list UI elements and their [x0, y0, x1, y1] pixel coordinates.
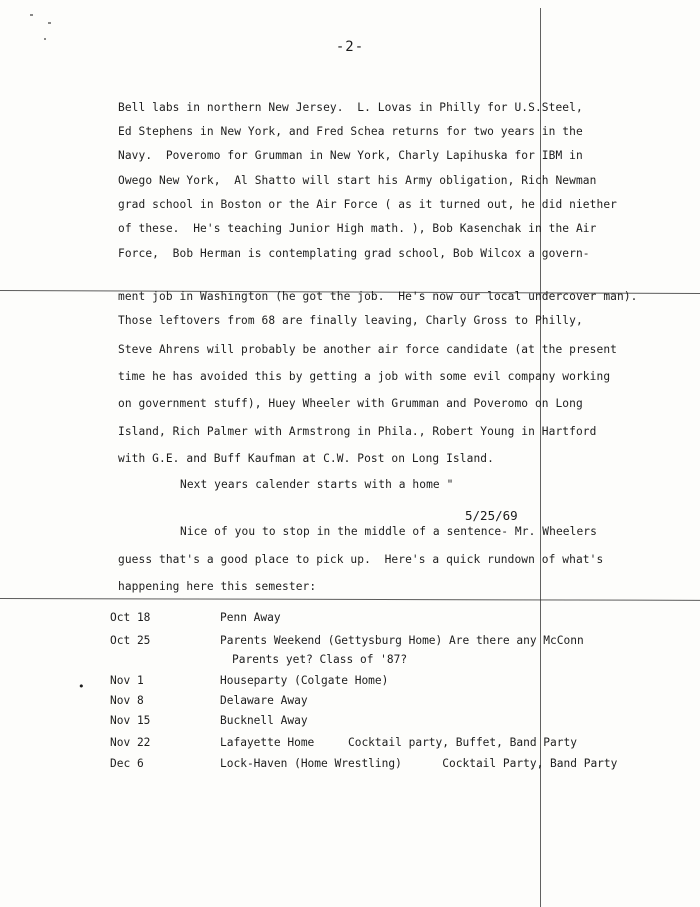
schedule-event: Lock-Haven (Home Wrestling) Cocktail Party, Band Party: [220, 757, 618, 770]
scan-speck: [48, 22, 51, 24]
paragraph-line: Nice of you to stop in the middle of a sentence- Mr. Wheelers: [180, 525, 597, 538]
schedule-event: Houseparty (Colgate Home): [220, 674, 389, 687]
text-line: Ed Stephens in New York, and Fred Schea returns for two years in the: [118, 125, 583, 138]
schedule-event: Delaware Away: [220, 694, 308, 707]
letter-date: 5/25/69: [465, 508, 518, 523]
schedule-date: Nov 22: [110, 736, 151, 749]
schedule-date: Nov 1: [110, 674, 144, 687]
schedule-event: Bucknell Away: [220, 714, 308, 727]
schedule-date: Oct 25: [110, 634, 151, 647]
text-line: Bell labs in northern New Jersey. L. Lovas in Philly for U.S.Steel,: [118, 101, 583, 114]
scan-speck: [30, 14, 33, 16]
schedule-row: [110, 714, 308, 732]
schedule-event: Parents Weekend (Gettysburg Home) Are there any McConn: [220, 634, 584, 647]
text-line: of these. He's teaching Junior High math. ), Bob Kasenchak in the Air: [118, 222, 597, 235]
schedule-event-continued: Parents yet? Class of '87?: [232, 653, 408, 666]
schedule-date: Dec 6: [110, 757, 144, 770]
schedule-row: [110, 736, 577, 754]
vertical-fold-line: [540, 8, 541, 907]
schedule-row: [110, 634, 584, 674]
text-line: Those leftovers from 68 are finally leaving, Charly Gross to Philly,: [118, 314, 583, 327]
schedule-row: [110, 694, 308, 712]
stray-mark: •: [78, 680, 85, 693]
paragraph-line: guess that's a good place to pick up. Here's a quick rundown of what's: [118, 553, 604, 566]
text-line: Force, Bob Herman is contemplating grad school, Bob Wilcox a govern-: [118, 247, 590, 260]
schedule-row: [110, 611, 281, 629]
text-line: Navy. Poveromo for Grumman in New York, Charly Lapihuska for IBM in: [118, 149, 583, 162]
schedule-date: Nov 15: [110, 714, 151, 727]
schedule-row: [110, 674, 389, 692]
paragraph-line: happening here this semester:: [118, 580, 317, 593]
text-line: grad school in Boston or the Air Force ( as it turned out, he did niether: [118, 198, 617, 211]
schedule-date: Nov 8: [110, 694, 144, 707]
text-line-indented: Next years calender starts with a home ": [180, 478, 454, 491]
schedule-row: [110, 757, 618, 775]
text-line: Steve Ahrens will probably be another air force candidate (at the present: [118, 343, 617, 356]
text-line: Owego New York, Al Shatto will start his Army obligation, Rich Newman: [118, 174, 597, 187]
text-line: ment job in Washington (he got the job. He's now our local undercover man).: [118, 290, 638, 303]
page-number: -2-: [335, 39, 365, 55]
schedule-event: Penn Away: [220, 611, 281, 624]
horizontal-fold-line: [0, 598, 700, 601]
text-line: on government stuff), Huey Wheeler with Grumman and Poveromo on Long: [118, 397, 583, 410]
schedule-date: Oct 18: [110, 611, 151, 624]
text-line: Island, Rich Palmer with Armstrong in Phila., Robert Young in Hartford: [118, 425, 597, 438]
text-line: with G.E. and Buff Kaufman at C.W. Post on Long Island.: [118, 452, 494, 465]
text-line: time he has avoided this by getting a job with some evil company working: [118, 370, 611, 383]
schedule-event: Lafayette Home Cocktail party, Buffet, Band Party: [220, 736, 577, 749]
